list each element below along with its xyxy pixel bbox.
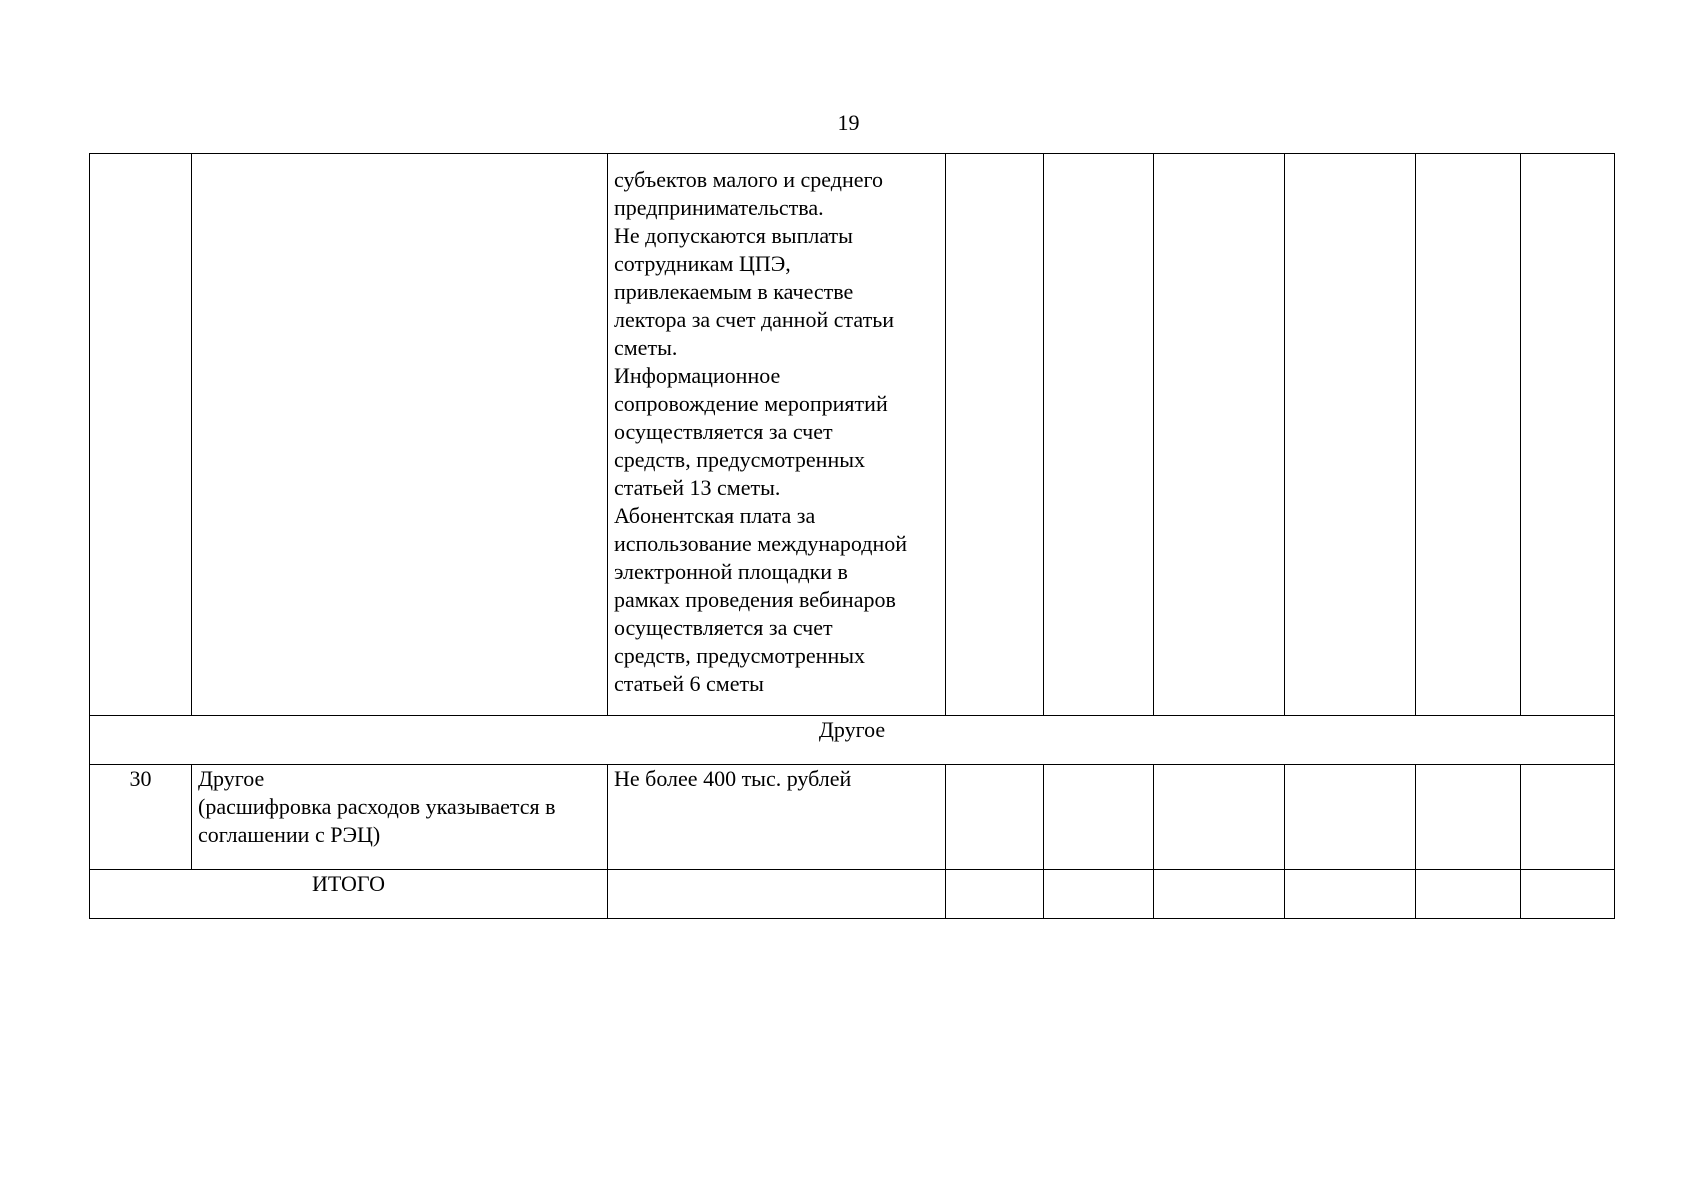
empty-cell: [1154, 765, 1285, 870]
empty-cell: [1154, 870, 1285, 919]
description-line: сметы.: [614, 335, 678, 360]
page-number: 19: [837, 110, 860, 135]
description-line: Не допускаются выплаты: [614, 223, 853, 248]
item-limit: Не более 400 тыс. рублей: [608, 765, 946, 870]
description-line: сотрудникам ЦПЭ,: [614, 251, 791, 276]
empty-cell: [1521, 154, 1615, 716]
empty-cell: [1285, 154, 1416, 716]
description-line: предпринимательства.: [614, 195, 824, 220]
section-title: Другое: [90, 716, 1615, 765]
empty-cell: [946, 765, 1044, 870]
item-name-cell: [192, 765, 608, 870]
description-line: статьей 13 сметы.: [614, 475, 781, 500]
empty-cell: [1416, 154, 1521, 716]
budget-table: [89, 153, 1615, 919]
item-name-line: соглашении с РЭЦ): [198, 822, 381, 847]
item-name-line: Другое: [198, 766, 265, 791]
empty-cell: [946, 870, 1044, 919]
empty-cell: [1044, 154, 1154, 716]
total-label: ИТОГО: [90, 870, 608, 919]
description-line: рамках проведения вебинаров: [614, 587, 896, 612]
description-line: средств, предусмотренных: [614, 447, 866, 472]
empty-cell: [1521, 765, 1615, 870]
table-row-item-30: [90, 765, 1615, 870]
empty-cell: [946, 154, 1044, 716]
empty-cell: [1044, 870, 1154, 919]
item-name-line: (расшифровка расходов указывается в: [198, 794, 556, 819]
item-number: 30: [90, 765, 192, 870]
empty-cell: [608, 870, 946, 919]
section-row: [90, 716, 1615, 765]
description-line: осуществляется за счет: [614, 615, 833, 640]
continuation-row: [90, 154, 1615, 716]
empty-cell: [1154, 154, 1285, 716]
empty-cell: [1044, 765, 1154, 870]
description-line: субъектов малого и среднего: [614, 167, 883, 192]
description-line: лектора за счет данной статьи: [614, 307, 894, 332]
empty-cell: [192, 154, 608, 716]
total-row: [90, 870, 1615, 919]
description-line: статьей 6 сметы: [614, 671, 764, 696]
description-line: использование международной: [614, 531, 907, 556]
empty-cell: [1285, 870, 1416, 919]
empty-cell: [1416, 870, 1521, 919]
description-line: Информационное: [614, 363, 781, 388]
empty-cell: [1416, 765, 1521, 870]
description-line: Абонентская плата за: [614, 503, 816, 528]
empty-cell: [90, 154, 192, 716]
description-line: сопровождение мероприятий: [614, 391, 888, 416]
description-cell: [608, 154, 946, 716]
description-line: средств, предусмотренных: [614, 643, 866, 668]
empty-cell: [1521, 870, 1615, 919]
empty-cell: [1285, 765, 1416, 870]
description-line: привлекаемым в качестве: [614, 279, 854, 304]
description-line: электронной площадки в: [614, 559, 848, 584]
description-line: осуществляется за счет: [614, 419, 833, 444]
